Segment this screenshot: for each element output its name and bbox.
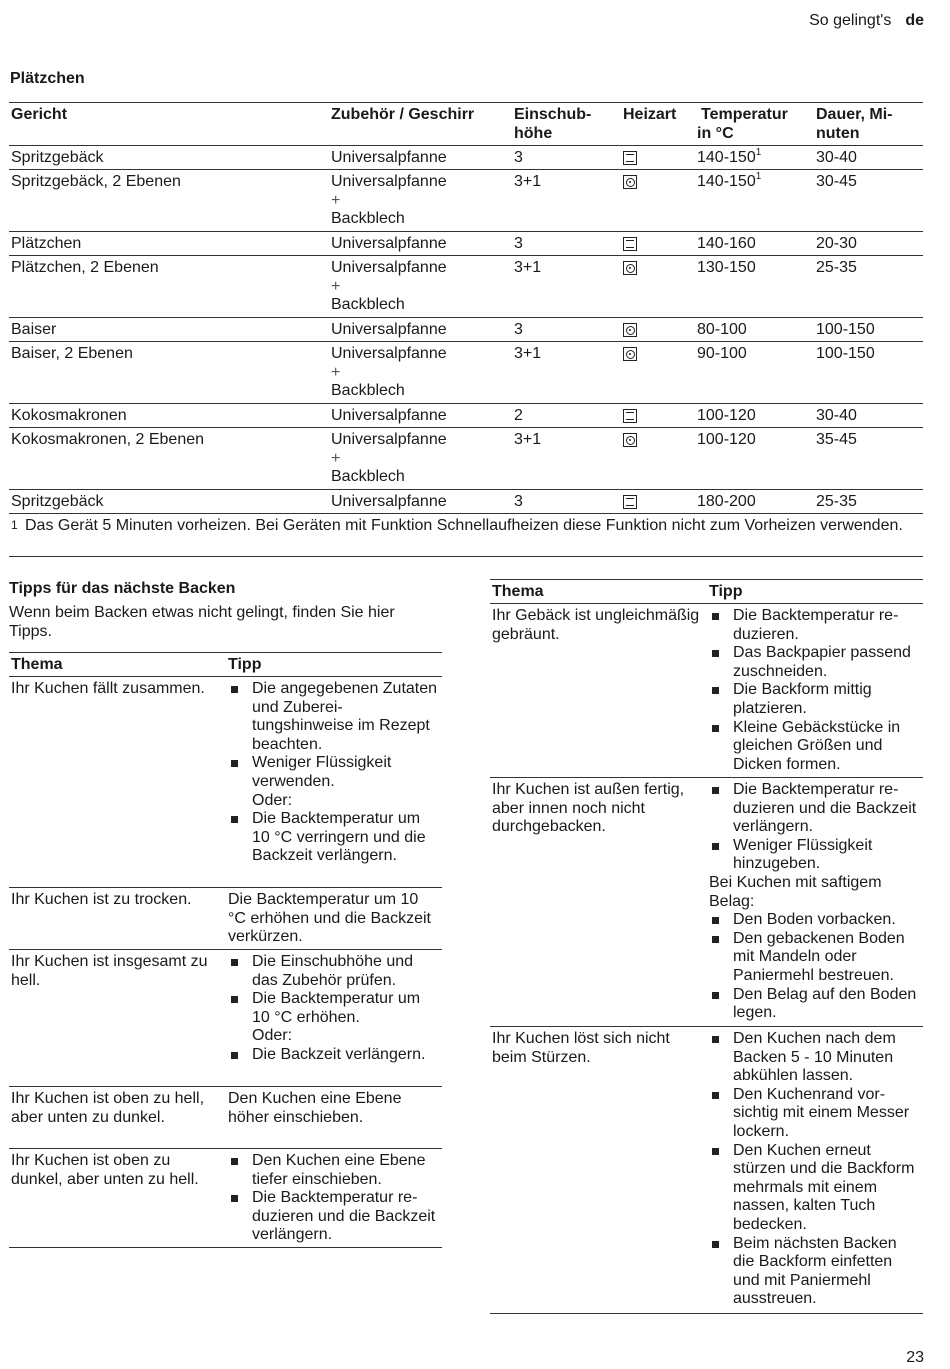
cell-heizart (623, 493, 637, 515)
tips-bullet-list (709, 781, 919, 874)
tips-bullet-item: Weniger Flüssigkeit verwenden. (228, 754, 438, 791)
top-bottom-heat-icon (623, 237, 637, 251)
zubehoer-plus: + (331, 277, 341, 295)
col-header-temp-line2: in °C (697, 124, 734, 142)
cell-einschubhoehe: 3+1 (514, 431, 542, 448)
cell-einschubhoehe: 3 (514, 321, 523, 338)
tips-bullet-item: Den Kuchenrand vorsichtig mit einem Messer lockern. (709, 1086, 919, 1142)
cell-zubehoer (331, 149, 447, 168)
footnote-text: Das Gerät 5 Minuten vorheizen. Bei Geräten mit Funktion Schnellaufheizen diese Funktion nicht zum Vorheizen verwenden. (25, 517, 903, 534)
tips-bullet-list (709, 1030, 919, 1309)
hot-air-icon (623, 175, 637, 189)
temperatur-value: 180-200 (697, 493, 756, 510)
col-header-einschubhoehe (514, 106, 591, 143)
tips-bullet-item: Die angegebenen Zutaten und Zubereitungshinweise im Rezept beachten. (228, 680, 438, 754)
zubehoer-plus: + (331, 449, 341, 467)
tips-row (9, 1087, 442, 1149)
section-title: Plätzchen (10, 70, 85, 87)
col-header-temperatur (697, 106, 788, 143)
cell-temperatur (697, 321, 747, 340)
tips-bullet-item: Den Kuchen nach dem Backen 5 - 10 Minuten abkühlen lassen. (709, 1030, 919, 1086)
cell-heizart (623, 321, 637, 343)
cell-gericht: Spritzgebäck (11, 493, 104, 510)
col-header-gericht: Gericht (11, 106, 68, 123)
temperatur-value: 90-100 (697, 345, 747, 362)
cell-dauer: 30-40 (816, 149, 857, 166)
hot-air-icon (623, 347, 637, 361)
tips-thema: Ihr Kuchen fällt zusammen. (11, 680, 205, 697)
cell-heizart (623, 235, 637, 257)
cell-gericht: Spritzgebäck, 2 Ebenen (11, 173, 181, 190)
tips-tipp (709, 1030, 919, 1309)
cell-gericht: Baiser (11, 321, 57, 338)
cell-zubehoer (331, 235, 447, 254)
tips-tipp (709, 781, 919, 1023)
tips-bullet-list (709, 911, 919, 1023)
tips-body-left (9, 677, 442, 1248)
tips-tipp (228, 953, 438, 1065)
cell-temperatur (697, 407, 756, 426)
tips-row (9, 888, 442, 950)
cell-einschubhoehe: 3 (514, 493, 523, 510)
table-row (9, 490, 923, 514)
cell-temperatur (697, 431, 756, 450)
tips-header-row (490, 579, 923, 604)
cell-temperatur (697, 149, 761, 168)
cell-einschubhoehe: 3+1 (514, 259, 542, 276)
cell-dauer: 30-45 (816, 173, 857, 190)
tips-text: Den Kuchen eine Ebene höher einschieben. (228, 1090, 402, 1126)
tips-bullet-item: Die Backtemperatur um 10 °C erhöhen. (228, 990, 438, 1027)
header-language: de (905, 12, 924, 29)
tips-thema: Ihr Kuchen löst sich nicht beim Stürzen. (492, 1030, 670, 1066)
cell-zubehoer (331, 431, 447, 487)
tips-bullet-item: Die Backzeit verlängern. (228, 1046, 438, 1065)
top-bottom-heat-icon (623, 409, 637, 423)
table-row (9, 342, 923, 404)
zubehoer-line1: Universalpfanne (331, 173, 447, 190)
tips-bullet-item: Den Kuchen eine Ebene tiefer einschieben. (228, 1152, 438, 1189)
tips-thema: Ihr Gebäck ist ungleichmäßig gebräunt. (492, 607, 700, 643)
tips-bullet-item: Den Kuchen erneut stürzen und die Backform mehrmals mit einem nassen, kalten Tuch bedecken. (709, 1142, 919, 1235)
cell-dauer: 25-35 (816, 493, 857, 510)
zubehoer-line2: Backblech (331, 210, 405, 228)
temperatur-value: 140-160 (697, 235, 756, 252)
tips-bullet-item: Die Backtemperatur reduzieren. (709, 607, 919, 644)
temperatur-value: 100-120 (697, 431, 756, 448)
top-bottom-heat-icon (623, 151, 637, 165)
cell-temperatur (697, 493, 756, 512)
tips-oder: Oder: (252, 791, 293, 809)
cell-zubehoer (331, 259, 447, 315)
cell-gericht: Plätzchen (11, 235, 82, 252)
table-footnote (9, 516, 923, 557)
tips-thema: Ihr Kuchen ist oben zu hell, aber unten zu dunkel. (11, 1090, 205, 1126)
tips-bullet-item: Die Backform mittig platzieren. (709, 681, 919, 718)
zubehoer-line2: Backblech (331, 382, 405, 400)
col-header-temp-line1: Temperatur (701, 106, 788, 123)
temperatur-value: 140-150 (697, 149, 756, 166)
zubehoer-line1: Universalpfanne (331, 431, 447, 448)
hot-air-icon (623, 261, 637, 275)
cell-dauer: 35-45 (816, 431, 857, 448)
table-row (9, 428, 923, 490)
tips-oder: Oder: (252, 1027, 293, 1045)
tips-row (490, 604, 923, 778)
tips-table-right (490, 579, 923, 1314)
cell-temperatur (697, 235, 756, 254)
tips-bullet-item: Die Backtemperatur reduzieren und die Backzeit verlängern. (228, 1189, 438, 1245)
col-header-heizart: Heizart (623, 106, 677, 123)
tips-tipp (709, 607, 919, 774)
zubehoer-line1: Universalpfanne (331, 235, 447, 252)
table-row (9, 170, 923, 232)
temperatur-value: 80-100 (697, 321, 747, 338)
temperatur-value: 140-150 (697, 173, 756, 190)
cell-dauer: 20-30 (816, 235, 857, 252)
cell-temperatur (697, 345, 747, 364)
tips-bullet-list (228, 1152, 438, 1245)
cell-zubehoer (331, 321, 447, 340)
cell-gericht: Kokosmakronen (11, 407, 127, 424)
cell-einschubhoehe: 2 (514, 407, 523, 424)
cell-gericht: Spritzgebäck (11, 149, 104, 166)
cell-gericht: Baiser, 2 Ebenen (11, 345, 133, 362)
table-body (9, 146, 923, 514)
footnote-ref: 1 (755, 171, 762, 182)
zubehoer-line1: Universalpfanne (331, 321, 447, 338)
col-header-tipp: Tipp (228, 656, 262, 673)
tips-row (490, 1027, 923, 1314)
cell-heizart (623, 431, 637, 453)
table-row (9, 404, 923, 428)
tips-bullet-item: Die Backtemperatur reduzieren und die Backzeit verlängern. (709, 781, 919, 837)
tips-title: Tipps für das nächste Backen (9, 580, 236, 597)
col-header-dauer-line1: Dauer, Mi- (816, 106, 893, 123)
cell-dauer: 25-35 (816, 259, 857, 276)
tips-table-left (9, 652, 442, 1248)
cell-gericht: Plätzchen, 2 Ebenen (11, 259, 159, 276)
tips-bullet-item: Das Backpapier passend zuschneiden. (709, 644, 919, 681)
footnote-number: 1 (11, 518, 18, 532)
tips-row (9, 950, 442, 1087)
tips-bullet-list (709, 607, 919, 774)
col-header-tipp: Tipp (709, 583, 743, 600)
cell-dauer: 100-150 (816, 345, 875, 362)
cell-dauer: 100-150 (816, 321, 875, 338)
col-header-dauer-line2: nuten (816, 124, 860, 142)
zubehoer-line1: Universalpfanne (331, 407, 447, 424)
table-row (9, 318, 923, 342)
temperatur-value: 130-150 (697, 259, 756, 276)
hot-air-icon (623, 323, 637, 337)
page-number: 23 (906, 1349, 924, 1366)
zubehoer-line2: Backblech (331, 468, 405, 486)
tips-bullet-item: Beim nächsten Backen die Backform einfetten und mit Paniermehl ausstreuen. (709, 1235, 919, 1309)
zubehoer-line2: Backblech (331, 296, 405, 314)
zubehoer-line1: Universalpfanne (331, 493, 447, 510)
temperatur-value: 100-120 (697, 407, 756, 424)
cell-heizart (623, 259, 637, 281)
tips-bullet-item: Weniger Flüssigkeit hinzugeben. (709, 837, 919, 874)
tips-intro: Wenn beim Backen etwas nicht gelingt, finden Sie hier Tipps. (9, 604, 395, 640)
tips-bullet-item: Die Einschubhöhe und das Zubehör prüfen. (228, 953, 438, 990)
top-bottom-heat-icon (623, 495, 637, 509)
cell-zubehoer (331, 407, 447, 426)
footnote-ref: 1 (755, 147, 762, 158)
table-row (9, 232, 923, 256)
cell-einschubhoehe: 3+1 (514, 173, 542, 190)
tips-bullet-list (228, 953, 438, 1065)
tips-tipp (228, 1090, 438, 1127)
cell-temperatur (697, 259, 756, 278)
running-header (809, 12, 924, 31)
header-section: So gelingt's (809, 12, 892, 29)
col-header-thema: Thema (492, 583, 544, 600)
tips-bullet-list (228, 680, 438, 866)
tips-bullet-item: Den Belag auf den Boden legen. (709, 986, 919, 1023)
col-header-dauer (816, 106, 892, 143)
tips-body-right (490, 604, 923, 1314)
tips-bullet-item: Den gebackenen Boden mit Mandeln oder Paniermehl bestreuen. (709, 930, 919, 986)
tips-header-row (9, 652, 442, 677)
zubehoer-line1: Universalpfanne (331, 259, 447, 276)
tips-tipp (228, 680, 438, 866)
cell-einschubhoehe: 3 (514, 235, 523, 252)
cell-gericht: Kokosmakronen, 2 Ebenen (11, 431, 205, 448)
tips-text: Bei Kuchen mit saftigem Belag: (709, 873, 882, 910)
cell-zubehoer (331, 173, 447, 229)
cell-zubehoer (331, 345, 447, 401)
hot-air-icon (623, 433, 637, 447)
zubehoer-plus: + (331, 191, 341, 209)
cookie-table (9, 102, 923, 514)
cell-heizart (623, 149, 637, 171)
tips-row (490, 778, 923, 1027)
cell-heizart (623, 345, 637, 367)
tips-bullet-item: Die Backtemperatur um 10 °C verringern und die Backzeit verlängern. (228, 810, 438, 866)
cell-heizart (623, 173, 637, 195)
cell-einschubhoehe: 3 (514, 149, 523, 166)
table-header-row (9, 102, 923, 146)
col-header-zubehoer: Zubehör / Geschirr (331, 106, 475, 123)
tips-thema: Ihr Kuchen ist zu trocken. (11, 891, 192, 908)
tips-tipp (228, 1152, 438, 1245)
tips-row (9, 1149, 442, 1248)
tips-bullet-item: Den Boden vorbacken. (709, 911, 919, 930)
zubehoer-line1: Universalpfanne (331, 345, 447, 362)
col-header-thema: Thema (11, 656, 63, 673)
col-header-einschub-line1: Einschub- (514, 106, 592, 123)
tips-thema: Ihr Kuchen ist insgesamt zu hell. (11, 953, 208, 989)
zubehoer-plus: + (331, 363, 341, 381)
col-header-einschub-line2: höhe (514, 124, 553, 142)
cell-einschubhoehe: 3+1 (514, 345, 542, 362)
zubehoer-line1: Universalpfanne (331, 149, 447, 166)
cell-zubehoer (331, 493, 447, 512)
tips-row (9, 677, 442, 888)
table-row (9, 146, 923, 170)
tips-tipp (228, 891, 438, 947)
cell-heizart (623, 407, 637, 429)
tips-text: Die Backtemperatur um 10 °C erhöhen und die Backzeit verkürzen. (228, 891, 431, 946)
tips-bullet-item: Kleine Gebäckstücke in gleichen Größen und Dicken formen. (709, 719, 919, 775)
table-row (9, 256, 923, 318)
cell-temperatur (697, 173, 761, 192)
tips-thema: Ihr Kuchen ist außen fertig, aber innen noch nicht durchgebacken. (492, 781, 685, 836)
cell-dauer: 30-40 (816, 407, 857, 424)
tips-thema: Ihr Kuchen ist oben zu dunkel, aber unten zu hell. (11, 1152, 199, 1188)
